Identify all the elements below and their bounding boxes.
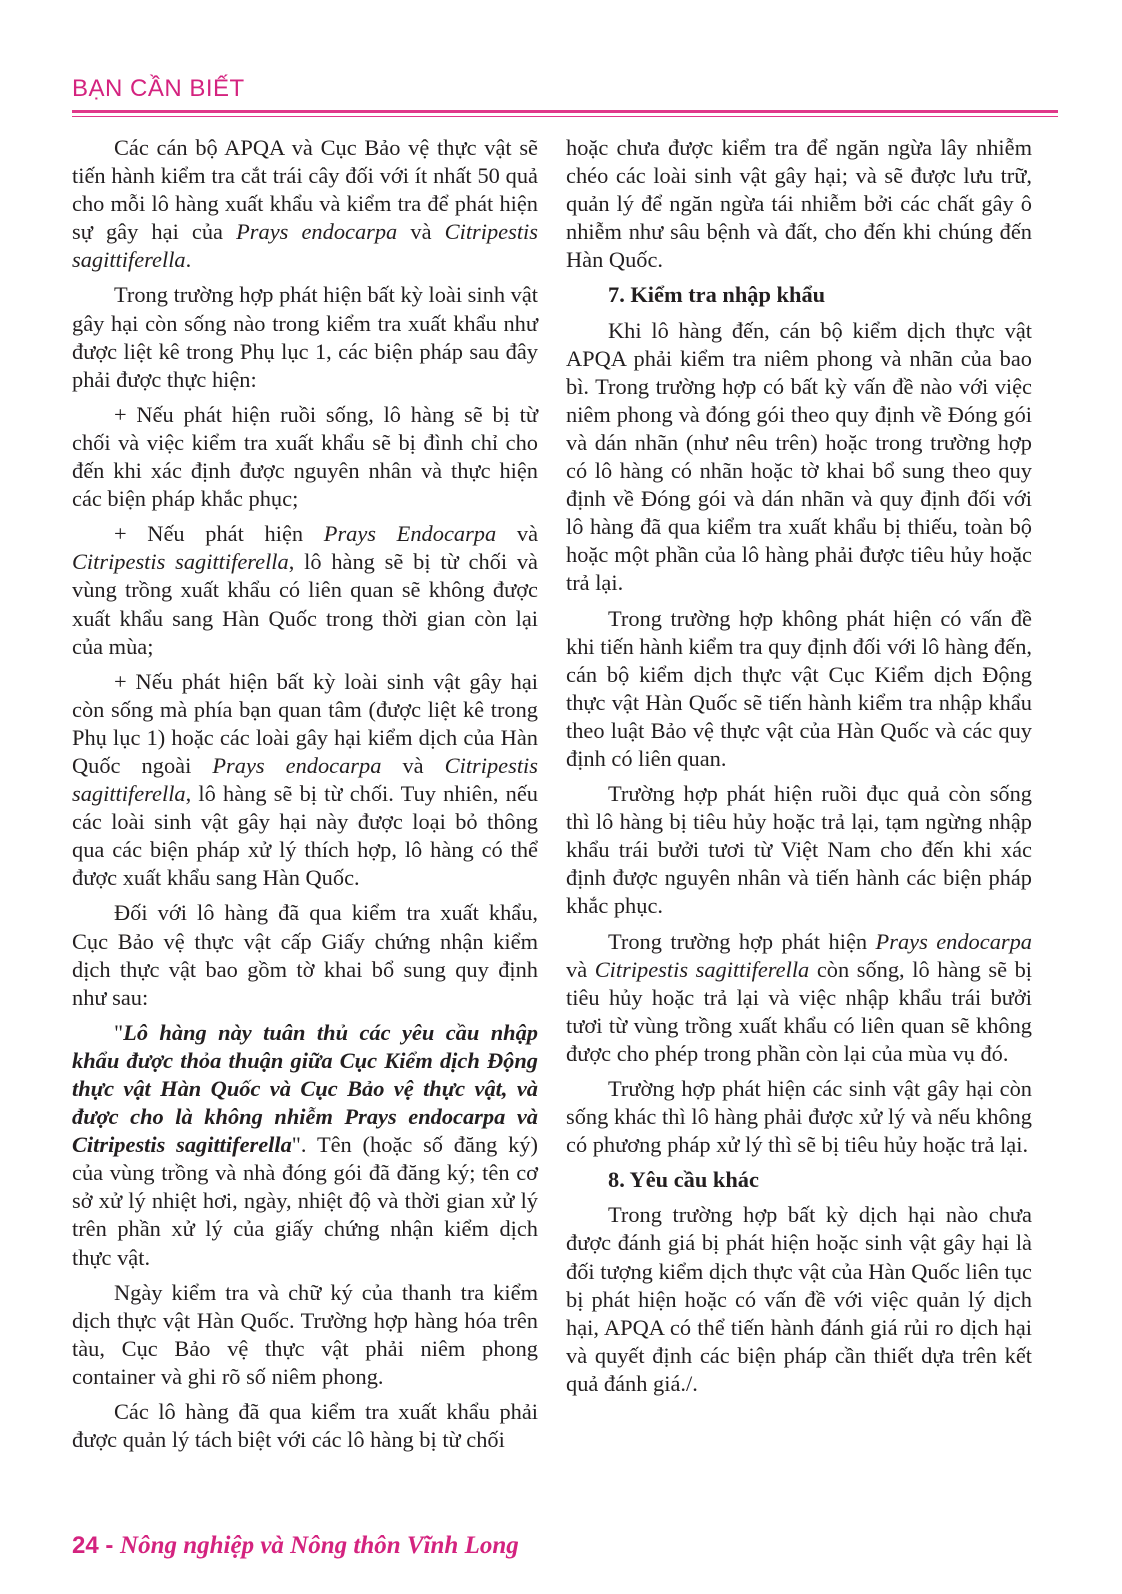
paragraph: Ngày kiểm tra và chữ ký của thanh tra kiểm dịch thực vật Hàn Quốc. Trường hợp hàng hóa trên tàu, Cục Bảo vệ thực vật phải niêm phong container và ghi rõ số niêm phong.	[72, 1279, 538, 1389]
paragraph: Trường hợp phát hiện ruồi đục quả còn sống thì lô hàng bị tiêu hủy hoặc trả lại, tạm ngừng nhập khẩu trái bưởi tươi từ Việt Nam cho đến khi xác định được nguyên nhân và tiến hành các biện pháp khắc phục.	[566, 781, 1032, 919]
left-column	[72, 134, 538, 1461]
page-number: 24 -	[72, 1532, 121, 1559]
paragraph: Trong trường hợp phát hiện Prays endocarpa và Citripestis sagittiferella còn sống, lô hàng sẽ bị tiêu hủy hoặc trả lại và việc nhập khẩu trái bưởi tươi từ vùng trồng xuất khẩu có liên quan sẽ không được cho phép trong phần còn lại của mùa vụ đó.	[566, 928, 1033, 1066]
paragraph: Trong trường hợp phát hiện bất kỳ loài sinh vật gây hại còn sống nào trong kiểm tra xuất khẩu như được liệt kê trong Phụ lục 1, các biện pháp sau đây phải được thực hiện:	[72, 282, 538, 392]
section-label: BẠN CẦN BIẾT	[72, 75, 245, 102]
paragraph: Đối với lô hàng đã qua kiểm tra xuất khẩu, Cục Bảo vệ thực vật cấp Giấy chứng nhận kiểm dịch thực vật bao gồm tờ khai bổ sung quy định như sau:	[72, 900, 538, 1010]
page-footer	[72, 1532, 1058, 1572]
paragraph: Các lô hàng đã qua kiểm tra xuất khẩu phải được quản lý tách biệt với các lô hàng bị từ chối	[72, 1399, 538, 1453]
list-item: + Nếu phát hiện Prays Endocarpa và Citripestis sagittiferella, lô hàng sẽ bị từ chối và vùng trồng xuất khẩu có liên quan sẽ không được xuất khẩu sang Hàn Quốc trong thời gian còn lại của mùa;	[72, 521, 539, 659]
paragraph: Trong trường hợp bất kỳ dịch hại nào chưa được đánh giá bị phát hiện hoặc sinh vật gây hại là đối tượng kiểm dịch thực vật của Hàn Quốc liên tục bị phát hiện hoặc có vấn đề với việc quản lý dịch hại, APQA có thể tiến hành đánh giá rủi ro dịch hại và quyết định các biện pháp cần thiết dựa trên kết quả đánh giá./.	[566, 1202, 1032, 1396]
certificate-quote: "Lô hàng này tuân thủ các yêu cầu nhập khẩu được thỏa thuận giữa Cục Kiểm dịch Động thực vật Hàn Quốc và Cục Bảo vệ thực vật, và được cho là không nhiễm Prays endocarpa và Citripestis sagittiferella". Tên (hoặc số đăng ký) của vùng trồng và nhà đóng gói đã đăng ký; tên cơ sở xử lý nhiệt hơi, ngày, nhiệt độ và thời gian xử lý trên phần xử lý của giấy chứng nhận kiểm dịch thực vật.	[72, 1019, 538, 1270]
paragraph: Khi lô hàng đến, cán bộ kiểm dịch thực vật APQA phải kiểm tra niêm phong và nhãn của bao bì. Trong trường hợp có bất kỳ vấn đề nào với việc niêm phong và đóng gói theo quy định về Đóng gói và dán nhãn (như nêu trên) hoặc trong trường hợp có lô hàng có nhãn hoặc tờ khai bổ sung theo quy định về Đóng gói và dán nhãn và quy định đối với lô hàng đã qua kiểm tra xuất khẩu bị thiếu, toàn bộ hoặc một phần của lô hàng phải được tiêu hủy hoặc trả lại.	[566, 317, 1032, 596]
header-rule-thick	[72, 110, 1058, 113]
header-rule-thin	[72, 116, 1058, 117]
list-item: + Nếu phát hiện ruồi sống, lô hàng sẽ bị từ chối và việc kiểm tra xuất khẩu sẽ bị đình chỉ cho đến khi xác định được nguyên nhân và thực hiện các biện pháp khắc phục;	[72, 401, 538, 512]
page-header	[72, 74, 1058, 117]
paragraph: Trường hợp phát hiện các sinh vật gây hại còn sống khác thì lô hàng phải được xử lý và nếu không có phương pháp xử lý thì sẽ bị tiêu hủy hoặc trả lại.	[566, 1076, 1032, 1158]
paragraph: hoặc chưa được kiểm tra để ngăn ngừa lây nhiễm chéo các loài sinh vật gây hại; và sẽ được lưu trữ, quản lý để ngăn ngừa tái nhiễm bởi các chất gây ô nhiễm như sâu bệnh và đất, cho đến khi chúng đến Hàn Quốc.	[566, 135, 1032, 273]
publication-name: Nông nghiệp và Nông thôn Vĩnh Long	[120, 1532, 519, 1559]
list-item: + Nếu phát hiện bất kỳ loài sinh vật gây hại còn sống mà phía bạn quan tâm (được liệt kê trong Phụ lục 1) hoặc các loài gây hại kiểm dịch của Hàn Quốc ngoài Prays endocarpa và Citripestis sagittiferella, lô hàng sẽ bị từ chối. Tuy nhiên, nếu các loài sinh vật gây hại này được loại bỏ thông qua các biện pháp xử lý thích hợp, lô hàng có thể được xuất khẩu sang Hàn Quốc.	[72, 668, 538, 891]
section-heading: 8. Yêu cầu khác	[608, 1167, 759, 1193]
right-column	[566, 134, 1032, 1405]
section-heading: 7. Kiểm tra nhập khẩu	[608, 282, 826, 308]
paragraph: Trong trường hợp không phát hiện có vấn đề khi tiến hành kiểm tra quy định đối với lô hàng đến, cán bộ kiểm dịch thực vật Cục Kiểm dịch Động thực vật Hàn Quốc sẽ tiến hành kiểm tra nhập khẩu theo luật Bảo vệ thực vật của Hàn Quốc và các quy định có liên quan.	[566, 605, 1032, 771]
paragraph: Các cán bộ APQA và Cục Bảo vệ thực vật sẽ tiến hành kiểm tra cắt trái cây đối với ít nhất 50 quả cho mỗi lô hàng xuất khẩu và kiểm tra để phát hiện sự gây hại của Prays endocarpa và Citripestis sagittiferella.	[72, 135, 538, 273]
